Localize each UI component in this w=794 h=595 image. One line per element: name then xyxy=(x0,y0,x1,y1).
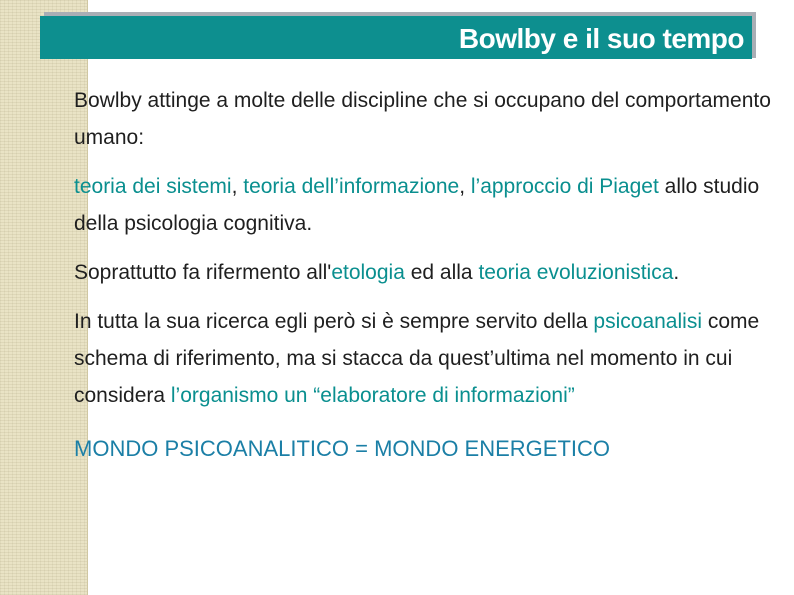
text-lead: Soprattutto fa rifermento all' xyxy=(74,261,332,284)
slide-body xyxy=(74,82,774,479)
text-tail: allo studio della psicologia cognitiva. xyxy=(74,175,760,235)
paragraph-intro: Bowlby attinge a molte delle discipline che si occupano del comportamento umano: xyxy=(74,89,771,149)
text-mid: come schema di riferimento, ma si stacca da quest’ultima nel momento in cui considera xyxy=(74,310,760,407)
paragraph-disciplines xyxy=(74,168,774,242)
title-bar xyxy=(40,16,752,59)
term-teoria-sistemi: teoria dei sistemi xyxy=(74,175,232,198)
term-psicoanalisi: psicoanalisi xyxy=(593,310,702,333)
term-teoria-evoluzionistica: teoria evoluzionistica xyxy=(478,261,674,284)
term-etologia: etologia xyxy=(331,261,405,284)
term-teoria-informazione: teoria dell’informazione xyxy=(243,175,460,198)
term-organismo-elaboratore: l’organismo un “elaboratore di informazioni” xyxy=(170,384,575,407)
paragraph-etologia xyxy=(74,254,774,291)
paragraph-psicoanalisi xyxy=(74,303,774,414)
text-tail: . xyxy=(673,261,680,284)
text-sep: , xyxy=(459,175,471,198)
slide-title: Bowlby e il suo tempo xyxy=(458,23,744,54)
paragraph-mondo: MONDO PSICOANALITICO = MONDO ENERGETICO xyxy=(74,436,611,461)
text-mid: ed alla xyxy=(404,261,479,284)
text-lead: In tutta la sua ricerca egli però si è sempre servito della xyxy=(74,310,594,333)
text-sep: , xyxy=(231,175,244,198)
term-approccio-piaget: l’approccio di Piaget xyxy=(470,175,659,198)
